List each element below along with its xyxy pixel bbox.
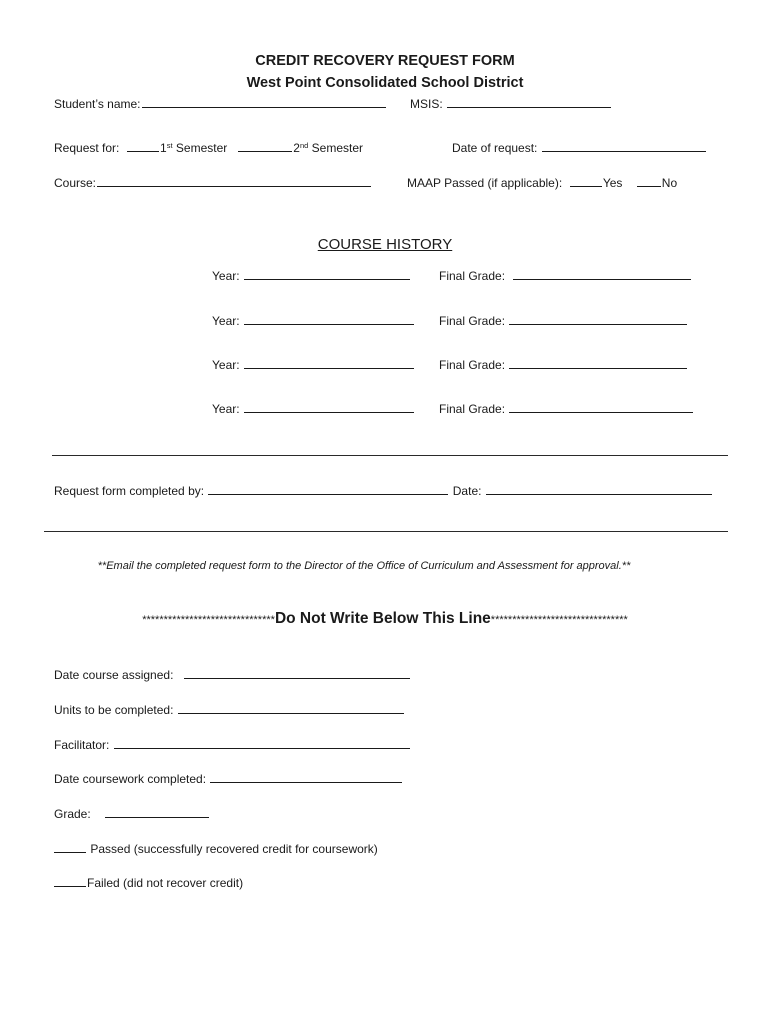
units-field[interactable] (178, 702, 404, 714)
grade-field[interactable] (105, 806, 209, 818)
divider-stars-right: ******************************** (490, 614, 628, 626)
msis-row (410, 96, 612, 111)
history-grade-row-3 (439, 357, 688, 372)
year-field[interactable] (244, 401, 414, 413)
date-of-request-row (452, 140, 707, 155)
grade-row (54, 806, 210, 821)
course-history-heading: COURSE HISTORY (317, 236, 453, 253)
final-grade-label: Final Grade: (439, 314, 506, 328)
history-grade-row-2 (439, 313, 688, 328)
do-not-write-divider (0, 609, 770, 630)
student-name-label: Student’s name: (54, 97, 141, 111)
completion-date-label: Date: (452, 484, 482, 498)
course-label: Course: (54, 176, 97, 190)
maap-no-label: No (661, 176, 678, 190)
maap-label: MAAP Passed (if applicable): (407, 176, 563, 190)
passed-field[interactable] (54, 841, 86, 853)
maap-yes-field[interactable] (570, 175, 602, 187)
units-label: Units to be completed: (54, 703, 174, 717)
date-assigned-field[interactable] (184, 667, 410, 679)
units-row (54, 702, 405, 717)
section-divider-top (52, 455, 728, 456)
history-grade-row-4 (439, 401, 694, 416)
semester-2-field[interactable] (238, 140, 292, 152)
facilitator-row (54, 737, 411, 752)
history-year-row-1 (212, 268, 411, 283)
history-grade-row-1 (439, 268, 692, 283)
final-grade-field[interactable] (513, 268, 691, 280)
final-grade-label: Final Grade: (439, 269, 506, 283)
date-completed-field[interactable] (210, 771, 402, 783)
date-completed-label: Date coursework completed: (54, 772, 207, 786)
failed-field[interactable] (54, 875, 86, 887)
passed-row (54, 841, 378, 856)
year-label: Year: (212, 269, 240, 283)
semester-2-ordinal: 2 (293, 141, 300, 155)
grade-label: Grade: (54, 807, 91, 821)
year-label: Year: (212, 358, 240, 372)
divider-stars-left: ******************************* (142, 614, 275, 626)
completed-by-row (54, 483, 713, 498)
completed-by-field[interactable] (208, 483, 448, 495)
final-grade-field[interactable] (509, 357, 687, 369)
history-year-row-3 (212, 357, 415, 372)
msis-label: MSIS: (410, 97, 443, 111)
semester-2-suffix: nd (299, 141, 309, 150)
final-grade-field[interactable] (509, 313, 687, 325)
request-for-label: Request for: (54, 141, 120, 155)
section-divider-bottom (44, 531, 728, 532)
year-label: Year: (212, 314, 240, 328)
history-year-row-4 (212, 401, 415, 416)
failed-row (54, 875, 243, 890)
facilitator-field[interactable] (114, 737, 410, 749)
history-year-row-2 (212, 313, 415, 328)
course-row (54, 175, 372, 190)
student-name-field[interactable] (142, 96, 386, 108)
date-of-request-field[interactable] (542, 140, 706, 152)
email-instruction: **Email the completed request form to the Director of the Office of Curriculum and Assessment for approval.** (97, 560, 631, 572)
completed-by-label: Request form completed by: (54, 484, 205, 498)
date-completed-row (54, 771, 403, 786)
date-assigned-label: Date course assigned: (54, 668, 174, 682)
do-not-write-text: Do Not Write Below This Line (274, 610, 491, 627)
request-for-row (54, 140, 363, 155)
final-grade-label: Final Grade: (439, 358, 506, 372)
failed-label: Failed (did not recover credit) (87, 876, 244, 890)
date-assigned-row (54, 667, 411, 682)
year-field[interactable] (244, 313, 414, 325)
year-label: Year: (212, 402, 240, 416)
maap-no-field[interactable] (637, 175, 661, 187)
msis-field[interactable] (447, 96, 611, 108)
maap-row (407, 175, 677, 190)
date-of-request-label: Date of request: (452, 141, 538, 155)
semester-1-field[interactable] (127, 140, 159, 152)
year-field[interactable] (244, 268, 410, 280)
final-grade-label: Final Grade: (439, 402, 506, 416)
semester-1-word: Semester (175, 141, 228, 155)
form-title: CREDIT RECOVERY REQUEST FORM (255, 53, 515, 69)
student-name-row (54, 96, 387, 111)
course-field[interactable] (97, 175, 371, 187)
passed-label: Passed (successfully recovered credit for coursework) (90, 842, 378, 856)
semester-1-suffix: st (166, 141, 173, 150)
district-name: West Point Consolidated School District (246, 75, 524, 91)
facilitator-label: Facilitator: (54, 738, 110, 752)
final-grade-field[interactable] (509, 401, 693, 413)
year-field[interactable] (244, 357, 414, 369)
semester-1-ordinal: 1 (160, 141, 167, 155)
maap-yes-label: Yes (602, 176, 623, 190)
semester-2-word: Semester (311, 141, 364, 155)
completion-date-field[interactable] (486, 483, 712, 495)
